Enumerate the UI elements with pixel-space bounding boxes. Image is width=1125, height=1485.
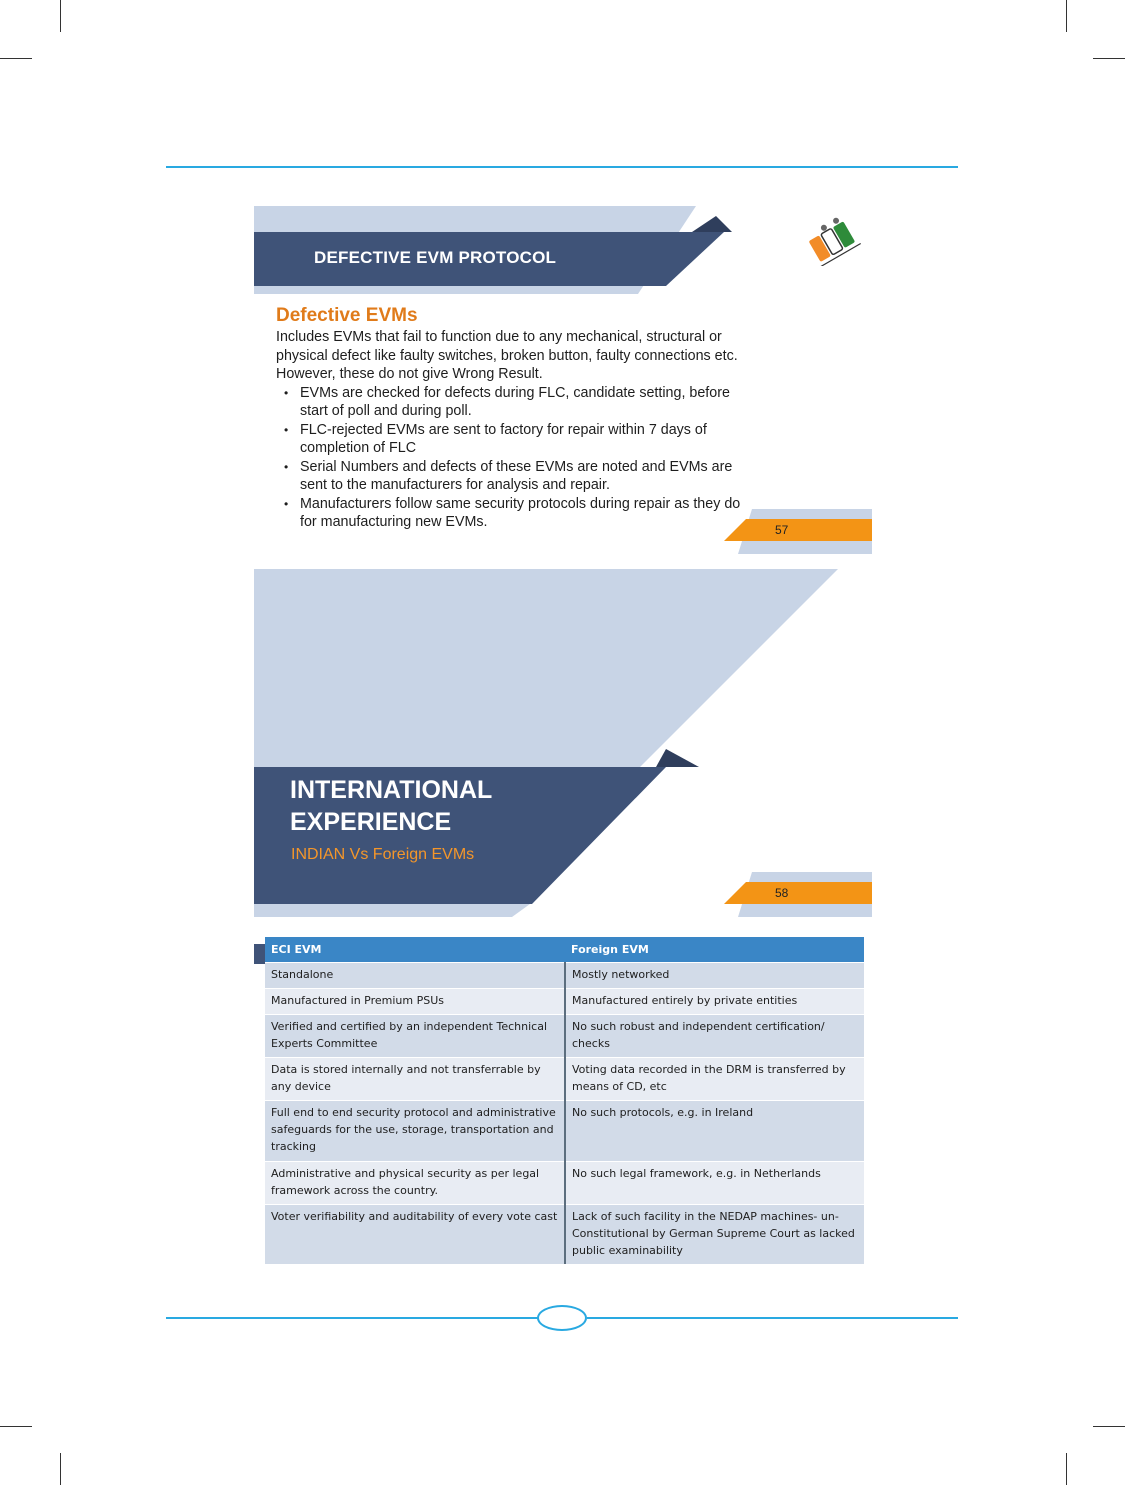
election-commission-logo-icon	[806, 216, 864, 266]
slide1-page-tab	[722, 509, 872, 554]
crop-mark	[60, 1453, 61, 1485]
table-cell: Verified and certified by an independent Technical Experts Committee	[265, 1015, 565, 1058]
slide1-heading: Defective EVMs	[276, 305, 418, 326]
top-rule	[166, 166, 958, 168]
crop-mark	[0, 58, 32, 59]
table-header-cell: ECI EVM	[265, 937, 565, 963]
table-row	[265, 1015, 864, 1058]
intro-line: However, these do not give Wrong Result.	[276, 366, 543, 382]
bullet-item	[300, 421, 786, 458]
table-cell: Data is stored internally and not transferrable by any device	[265, 1058, 565, 1101]
slide2-page-number: 58	[775, 886, 789, 900]
table-row	[265, 1058, 864, 1101]
comparison-table	[265, 937, 864, 1264]
slide1-title: DEFECTIVE EVM PROTOCOL	[314, 248, 557, 267]
crop-mark	[0, 1426, 32, 1427]
table-cell: No such protocols, e.g. in Ireland	[565, 1101, 864, 1162]
bullet-line: • Manufacturers follow same security protocols during repair as they do	[300, 495, 741, 512]
crop-mark	[1093, 58, 1125, 59]
bullet-item	[300, 495, 786, 532]
slide2-subtitle: INDIAN Vs Foreign EVMs	[291, 846, 475, 863]
slide2-page-tab	[722, 872, 872, 917]
bottom-rule-right	[587, 1317, 958, 1319]
intro-line: physical defect like faulty switches, broken button, faulty connections etc.	[276, 347, 738, 364]
bullet-line: completion of FLC	[300, 440, 417, 456]
table-row	[265, 1205, 864, 1265]
table-cell: Manufactured entirely by private entities	[565, 989, 864, 1015]
table-cell: Standalone	[265, 963, 565, 989]
bullet-line: for manufacturing new EVMs.	[300, 514, 488, 530]
table-cell: Manufactured in Premium PSUs	[265, 989, 565, 1015]
table-cell: Administrative and physical security as per legal framework across the country.	[265, 1162, 565, 1205]
crop-mark	[1066, 1453, 1067, 1485]
bullet-line: • EVMs are checked for defects during FLC, candidate setting, before	[300, 384, 730, 401]
bullet-list	[276, 384, 786, 532]
intro-line: Includes EVMs that fail to function due to any mechanical, structural or	[276, 329, 722, 345]
bullet-item	[300, 458, 786, 495]
table-row	[265, 1101, 864, 1162]
slide2-background	[254, 569, 872, 917]
table-edge-marker	[254, 944, 265, 964]
table-cell: Voter verifiability and auditability of every vote cast	[265, 1205, 565, 1265]
slide2-title-line: EXPERIENCE	[290, 808, 452, 836]
crop-mark	[1093, 1426, 1125, 1427]
slide2-title	[290, 774, 492, 838]
bullet-line: sent to the manufacturers for analysis and repair.	[300, 477, 610, 493]
table-cell: No such legal framework, e.g. in Netherlands	[565, 1162, 864, 1205]
page-number-oval	[537, 1305, 587, 1331]
bullet-line: • Serial Numbers and defects of these EVMs are noted and EVMs are	[300, 458, 733, 475]
table-cell: Voting data recorded in the DRM is transferred by means of CD, etc	[565, 1058, 864, 1101]
table-cell: Lack of such facility in the NEDAP machines- un-Constitutional by German Supreme Court as lacked public examinability	[565, 1205, 864, 1265]
table-row	[265, 963, 864, 989]
bullet-line: start of poll and during poll.	[300, 403, 472, 419]
table-cell: Mostly networked	[565, 963, 864, 989]
table-header-cell: Foreign EVM	[565, 937, 864, 963]
table-row	[265, 989, 864, 1015]
table-row	[265, 1162, 864, 1205]
slide1-page-number: 57	[775, 523, 789, 537]
table-cell: Full end to end security protocol and administrative safeguards for the use, storage, transportation and tracking	[265, 1101, 565, 1162]
slide1-body	[276, 328, 786, 532]
slide2-title-line: INTERNATIONAL	[290, 776, 493, 804]
table-header-row	[265, 937, 864, 963]
bottom-rule-left	[166, 1317, 538, 1319]
crop-mark	[60, 0, 61, 32]
bullet-line: • FLC-rejected EVMs are sent to factory for repair within 7 days of	[300, 421, 707, 438]
table-cell: No such robust and independent certification/ checks	[565, 1015, 864, 1058]
bullet-item	[300, 384, 786, 421]
crop-mark	[1066, 0, 1067, 32]
